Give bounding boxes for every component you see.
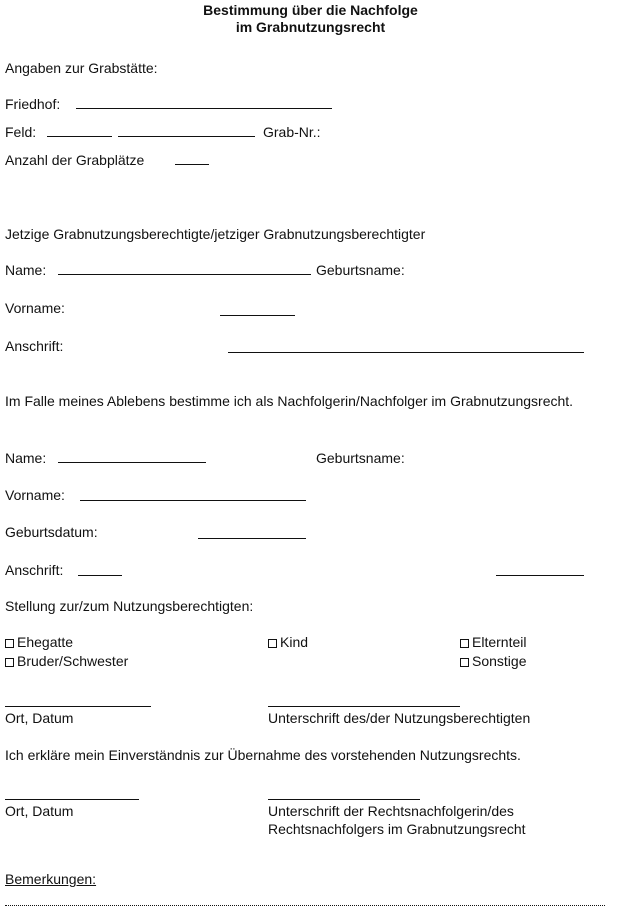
successor-signature-label-2: Rechtsnachfolgers im Grabnutzungsrecht [268, 821, 526, 837]
current-address-label: Anschrift: [5, 338, 64, 354]
other-label: Sonstige [472, 653, 527, 669]
current-holder-heading: Jetzige Grabnutzungsberechtigte/jetziger Grabnutzungsberechtigter [5, 226, 426, 242]
field-number-field[interactable] [47, 136, 112, 137]
current-firstname-field[interactable] [220, 315, 295, 316]
grave-count-label: Anzahl der Grabplätze [5, 152, 145, 168]
consent-statement: Ich erkläre mein Einverständnis zur Übernahme des vorstehenden Nutzungsrechts. [5, 747, 521, 763]
cemetery-label: Friedhof: [5, 96, 61, 112]
current-name-label: Name: [5, 262, 47, 278]
sibling-checkbox[interactable] [5, 658, 14, 667]
successor-firstname-field[interactable] [80, 500, 306, 501]
option-other[interactable] [460, 653, 526, 669]
option-sibling[interactable] [5, 653, 128, 669]
remarks-field[interactable] [5, 905, 605, 906]
remarks-label: Bemerkungen: [5, 871, 97, 887]
spouse-label: Ehegatte [17, 634, 74, 650]
grave-number-label: Grab-Nr.: [263, 124, 321, 140]
successor-signature-label-1: Unterschrift der Rechtsnachfolgerin/des [268, 803, 514, 819]
spouse-checkbox[interactable] [5, 639, 14, 648]
other-checkbox[interactable] [460, 658, 469, 667]
place-date-label-2: Ort, Datum [5, 803, 74, 819]
child-checkbox[interactable] [268, 639, 277, 648]
successor-address-field[interactable] [78, 575, 122, 576]
successor-name-field[interactable] [58, 462, 206, 463]
form-title-line-2: im Grabnutzungsrecht [235, 19, 386, 35]
place-date-line-2[interactable] [5, 799, 139, 800]
relation-label: Stellung zur/zum Nutzungsberechtigten: [5, 598, 254, 614]
grave-count-field[interactable] [175, 164, 209, 165]
option-spouse[interactable] [5, 634, 73, 650]
successor-birthdate-field[interactable] [198, 538, 306, 539]
successor-intro: Im Falle meines Ablebens bestimme ich als Nachfolgerin/Nachfolger im Grabnutzungsrecht. [5, 393, 574, 409]
place-date-label-1: Ort, Datum [5, 710, 74, 726]
successor-birthdate-label: Geburtsdatum: [5, 524, 98, 540]
cemetery-field[interactable] [76, 108, 332, 109]
successor-birthname-label: Geburtsname: [316, 450, 405, 466]
child-label: Kind [280, 634, 309, 650]
current-address-field[interactable] [228, 352, 584, 353]
parent-checkbox[interactable] [460, 639, 469, 648]
successor-address-field-2[interactable] [496, 575, 584, 576]
field-label: Feld: [5, 124, 37, 140]
successor-firstname-label: Vorname: [5, 487, 65, 503]
current-name-field[interactable] [58, 274, 311, 275]
current-birthname-label: Geburtsname: [316, 262, 405, 278]
field-number-field-2[interactable] [118, 136, 255, 137]
option-child[interactable] [268, 634, 308, 650]
sibling-label: Bruder/Schwester [17, 653, 129, 669]
successor-signature-line[interactable] [268, 799, 420, 800]
place-date-line-1[interactable] [5, 706, 151, 707]
grave-section-heading: Angaben zur Grabstätte: [5, 60, 158, 76]
successor-address-label: Anschrift: [5, 562, 64, 578]
form-title-line-1: Bestimmung über die Nachfolge [203, 2, 418, 18]
parent-label: Elternteil [472, 634, 527, 650]
successor-name-label: Name: [5, 450, 47, 466]
holder-signature-line[interactable] [268, 706, 460, 707]
current-firstname-label: Vorname: [5, 300, 65, 316]
option-parent[interactable] [460, 634, 526, 650]
holder-signature-label: Unterschrift des/der Nutzungsberechtigten [268, 710, 531, 726]
